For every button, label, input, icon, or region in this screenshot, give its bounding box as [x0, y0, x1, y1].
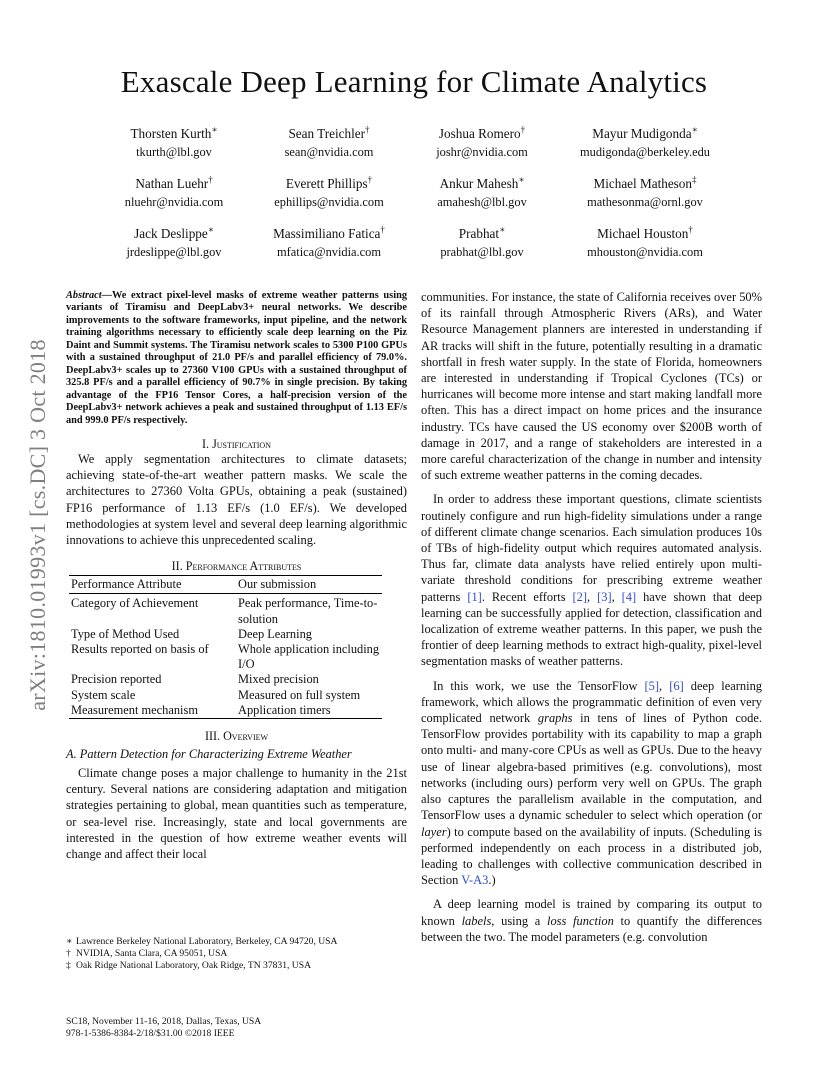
author: Michael Houston† mhouston@nvidia.com: [550, 225, 740, 261]
author-email: amahesh@lbl.gov: [437, 195, 527, 209]
table-cell: Whole application including I/O: [238, 642, 380, 672]
table-cell: Application timers: [236, 703, 382, 719]
body-paragraph: A deep learning model is trained by comparing its output to known labels, using a loss function to quantify the differences between the two. The model parameters (e.g. convolution: [421, 897, 762, 944]
table-cell: Deep Learning: [238, 626, 312, 641]
abstract-text: —We extract pixel-level masks of extreme weather patterns using variants of Tiramisu and DeepLabv3+ neural networks. We describe improvements to the software frameworks, input pipeline, and the network training algorithms necessary to efficiently scale deep learning on the Piz Daint and Summit systems. The Tiramisu network scales to 5300 P100 GPUs with a sustained throughput of 21.0 PF/s and parallel efficiency of 79.0%. DeepLabv3+ scales up to 27360 V100 GPUs with a sustained throughput of 325.8 PF/s and a parallel efficiency of 90.7% in single precision. By taking advantage of the FP16 Tensor Cores, a half-precision version of the DeepLabv3+ network achieves a peak and sustained throughput of 1.13 EF/s and 999.0 PF/s respectively.: [66, 290, 407, 426]
abstract: [66, 290, 407, 427]
table-cell: Mixed precision: [238, 672, 319, 687]
abstract-lead: Abstract: [66, 290, 102, 301]
body-paragraph: In order to address these important questions, climate scientists routinely configure and run high-fidelity simulations under a range of different climate change scenarios. Each simulation produces 10s of TBs of high-fidelity output which requires automated analysis. Thus far, climate data analysts have relied entirely upon multi-variate threshold conditions for prescribing extreme weather patterns [1]. Recent efforts [2], [3], [4] have shown that deep learning can be successfully applied for detection, classification and localization of extreme weather patterns. In this paper, we push the frontier of deep learning methods to extract high-quality, pixel-level segmentation masks of weather patterns.: [421, 492, 762, 669]
footnote: † NVIDIA, Santa Clara, CA 95051, USA: [66, 947, 228, 959]
table-row: [69, 642, 382, 672]
author: Ankur Mahesh∗ amahesh@lbl.gov: [387, 175, 577, 211]
table-cell: Category of Achievement: [71, 596, 199, 611]
body-paragraph: In this work, we use the TensorFlow [5], [6] deep learning framework, which allows the programmatic definition of even very complicated network graphs in tens of lines of Python code. TensorFlow provides portability with its capability to map a graph onto multi- and many-core CPUs as well as GPUs. Due to the heavy use of linear algebra-based primitives (e.g. convolutions), most networks (including ours) perform very well on GPUs. The graph also captures the parallelism available in the computation, and TensorFlow uses a dynamic scheduler to select which operation (or layer) to compute based on the availability of inputs. (Scheduling is performed independently on each process in a distributed job, leading to challenges with collective communication described in Section V-A3.): [421, 678, 763, 888]
citation-link[interactable]: [6]: [669, 678, 684, 693]
citation-link[interactable]: [5]: [644, 678, 660, 693]
author: Massimiliano Fatica† mfatica@nvidia.com: [234, 225, 424, 261]
table-row: [69, 627, 382, 642]
table-header-cell: Our submission: [236, 576, 382, 594]
author: Joshua Romero† joshr@nvidia.com: [387, 125, 577, 161]
author-email: mhouston@nvidia.com: [587, 245, 703, 259]
author: Jack Deslippe∗ jrdeslippe@lbl.gov: [79, 225, 269, 261]
table-header-cell: Performance Attribute: [69, 576, 236, 594]
footnote: ∗ Lawrence Berkeley National Laboratory, Berkeley, CA 94720, USA: [66, 936, 338, 947]
author-email: mathesonma@ornl.gov: [587, 195, 703, 209]
paper-title: Exascale Deep Learning for Climate Analytics: [120, 64, 708, 99]
citation-link[interactable]: [3]: [597, 589, 612, 604]
body-paragraph: communities. For instance, the state of California receives over 50% of its rainfall through Atmospheric Rivers (ARs), and Water Resource Management planners are interested in understanding if AR tracks will shift in the future, potentially resulting in a dramatic shortfall in fresh water supply. In the state of Florida, homeowners are interested in understanding if Tropical Cyclones (TCs) or hurricanes will become more intense and start making landfall more often. This has a direct impact on home prices and the insurance industry. TCs have caused the US economy over $200B worth of damage in 2017, and a range of stakeholders are interested in a more careful characterization of the change in number and intensity of such extreme weather patterns in the coming decades.: [421, 290, 762, 483]
table-row: [69, 672, 382, 687]
table-cell: Precision reported: [71, 672, 162, 687]
table-cell: Results reported on basis of: [71, 642, 209, 657]
citation-link[interactable]: [2]: [572, 589, 588, 604]
justification-paragraph: We apply segmentation architectures to climate datasets; achieving state-of-the-art weather pattern masks. We scale the architectures to 27360 Volta GPUs, obtaining a peak (sustained) FP16 performance of 1.13 EF/s (1.0 EF/s). We developed methodologies at system level and several deep learning algorithmic innovations to achieve this unprecedented scaling.: [66, 451, 407, 547]
author-email: mudigonda@berkeley.edu: [580, 145, 710, 159]
section-heading-overview: III. Overview: [204, 729, 269, 744]
footnote: ‡ Oak Ridge National Laboratory, Oak Ridge, TN 37831, USA: [66, 959, 312, 971]
citation-link[interactable]: [1]: [467, 589, 482, 604]
section-link[interactable]: V-A3: [461, 873, 489, 888]
copyright-line: 978-1-5386-8384-2/18/$31.00 ©2018 IEEE: [66, 1028, 235, 1039]
arxiv-identifier-text: arXiv:1810.01993v1 [cs.DC] 3 Oct 2018: [25, 339, 50, 711]
overview-paragraph: Climate change poses a major challenge to humanity in the 21st century. Several nations are considering adaptation and mitigation strategies pertaining to global, mean quantities such as temperature, or sea-level rise. Increasingly, state and local governments are interested in the question of how extreme weather events will change and affect their local: [66, 766, 407, 862]
right-column: [421, 289, 762, 945]
left-column: [66, 290, 407, 862]
table-row: [69, 688, 382, 703]
table-cell: Measurement mechanism: [69, 703, 236, 719]
performance-attributes-table: [69, 575, 382, 719]
author-email: mfatica@nvidia.com: [277, 245, 381, 259]
author-email: nluehr@nvidia.com: [124, 195, 224, 209]
table-row: [69, 703, 382, 719]
author: Nathan Luehr† nluehr@nvidia.com: [79, 175, 269, 211]
author-email: tkurth@lbl.gov: [136, 145, 212, 159]
table-cell: System scale: [71, 687, 136, 702]
section-heading-performance: II. Performance Attributes: [171, 559, 302, 574]
table-cell: Peak performance, Time-to-solution: [238, 596, 378, 626]
author-email: joshr@nvidia.com: [436, 145, 528, 159]
arxiv-identifier: [18, 295, 58, 755]
author: Michael Matheson‡ mathesonma@ornl.gov: [550, 175, 740, 211]
subsection-heading: A. Pattern Detection for Characterizing Extreme Weather: [66, 747, 352, 762]
citation-link[interactable]: [4]: [621, 589, 637, 604]
conference-line: SC18, November 11-16, 2018, Dallas, Texas, USA: [66, 1016, 262, 1027]
author: Prabhat∗ prabhat@lbl.gov: [387, 225, 577, 261]
section-heading-justification: I. Justification: [201, 436, 271, 451]
author: Sean Treichler† sean@nvidia.com: [234, 125, 424, 161]
table-cell: Measured on full system: [238, 687, 361, 702]
table-header-row: [69, 576, 382, 594]
conference-info: [66, 1016, 261, 1040]
author: Everett Phillips† ephillips@nvidia.com: [234, 175, 424, 211]
footnotes: [66, 936, 407, 971]
table-cell: Type of Method Used: [71, 626, 180, 641]
author: Thorsten Kurth∗ tkurth@lbl.gov: [79, 125, 269, 161]
author-email: prabhat@lbl.gov: [440, 245, 524, 259]
author: Mayur Mudigonda∗ mudigonda@berkeley.edu: [550, 125, 740, 161]
author-email: jrdeslippe@lbl.gov: [126, 245, 222, 259]
author-email: sean@nvidia.com: [284, 145, 374, 159]
author-email: ephillips@nvidia.com: [274, 195, 384, 209]
table-row: [69, 594, 382, 627]
